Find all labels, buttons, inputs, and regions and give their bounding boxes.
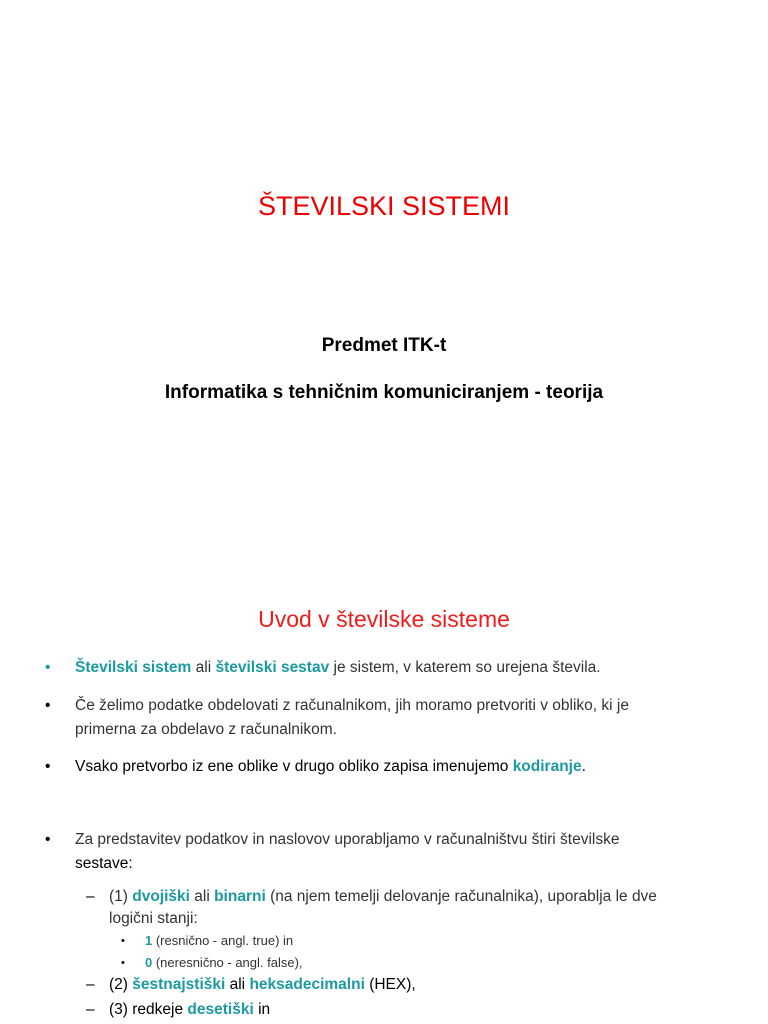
sub-sub-list-item-text — [145, 930, 721, 952]
term-highlight: številski sestav — [215, 659, 330, 676]
list-item-text — [75, 755, 735, 779]
section-title: Uvod v številske sisteme — [258, 606, 510, 632]
term-highlight: Številski sistem — [75, 659, 192, 676]
text-line: Za predstavitev podatkov in naslovov uporabljamo v računalništvu štiri številske — [75, 831, 620, 848]
text-line: logični stanji: — [109, 910, 198, 927]
term-highlight: binarni — [214, 888, 266, 905]
subject-full-title: Informatika s tehničnim komuniciranjem - teorija — [164, 382, 604, 403]
term-highlight: kodiranje — [512, 758, 582, 775]
sub-sub-list-item-text — [145, 952, 721, 974]
text-span: Vsako pretvorbo iz ene oblike v drugo obliko zapisa imenujemo — [75, 758, 513, 775]
text-span: (3) redkeje — [109, 1001, 188, 1018]
term-highlight: heksadecimalni — [249, 976, 365, 993]
bullet-marker: • — [45, 831, 51, 848]
text-span: ali — [191, 659, 216, 676]
text-line: sestave: — [75, 855, 133, 872]
term-highlight: 0 — [145, 955, 153, 970]
sub-list-item-text — [109, 886, 736, 930]
text-span: ali — [225, 976, 250, 993]
text-span: je sistem, v katerem so urejena števila. — [329, 659, 601, 676]
list-item-text — [75, 656, 735, 680]
text-span: ali — [189, 888, 215, 905]
text-span: (2) — [109, 976, 133, 993]
document-title: ŠTEVILSKI SISTEMI — [257, 191, 511, 221]
term-highlight: dvojiški — [132, 888, 190, 905]
bullet-marker: • — [121, 957, 125, 969]
text-span: (1) — [109, 888, 133, 905]
bullet-marker: • — [121, 935, 125, 947]
text-line: Če želimo podatke obdelovati z računalnikom, jih moramo pretvoriti v obliko, ki je — [75, 697, 629, 714]
bullet-marker: • — [45, 758, 51, 775]
subject-title: Predmet ITK-t — [321, 335, 447, 356]
text-span: (na njem temelji delovanje računalnika), uporablja le dve — [265, 888, 657, 905]
sub-list-item-text — [109, 974, 736, 996]
list-item-text — [75, 694, 735, 742]
text-span: in — [253, 1001, 271, 1018]
dash-marker: – — [86, 976, 95, 993]
sub-list-item-text — [109, 999, 736, 1021]
text-span: . — [581, 758, 586, 775]
bullet-marker: • — [45, 697, 51, 714]
text-line: primerna za obdelavo z računalnikom. — [75, 721, 337, 738]
term-highlight: 1 — [145, 933, 153, 948]
list-item-text — [75, 828, 735, 876]
text-span: (HEX), — [364, 976, 416, 993]
text-span: (neresnično - angl. false), — [152, 955, 303, 970]
dash-marker: – — [86, 1001, 95, 1018]
text-span: (resnično - angl. true) in — [152, 933, 294, 948]
dash-marker: – — [86, 888, 95, 905]
term-highlight: desetiški — [187, 1001, 254, 1018]
bullet-marker: • — [45, 659, 51, 676]
term-highlight: šestnajstiški — [132, 976, 226, 993]
